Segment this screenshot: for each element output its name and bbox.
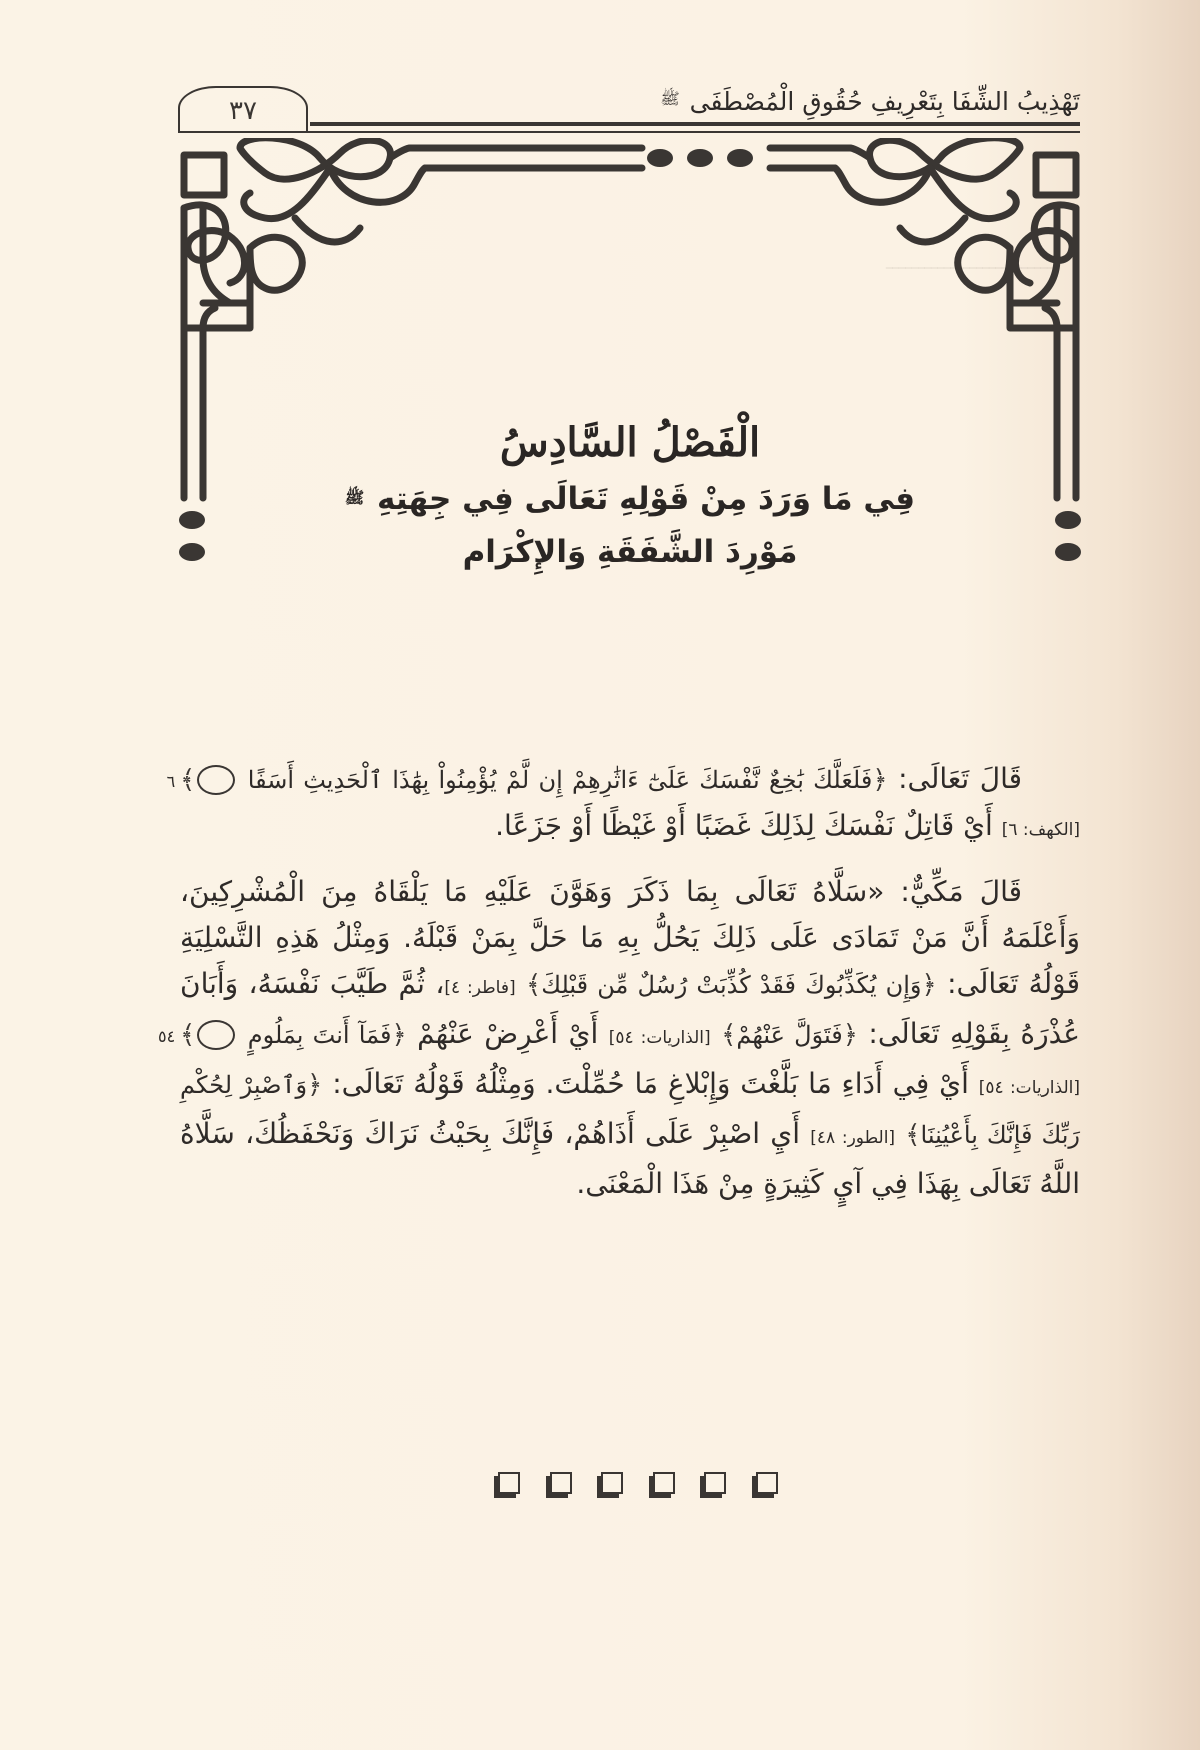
left-dot-2-icon xyxy=(179,543,205,561)
top-dot-2-icon xyxy=(687,149,713,167)
book-title xyxy=(660,82,1080,119)
left-corner-square-icon xyxy=(184,155,224,195)
verse-reference: [فاطر: ٤] xyxy=(444,978,516,998)
ayah-number-marker: ٥٤ xyxy=(197,1020,235,1050)
verse-reference: [الكهف: ٦] xyxy=(1001,820,1080,840)
bleed-through-text: ـــــــــــــــــــــــــــ xyxy=(885,250,1060,275)
page-number: ٣٧ xyxy=(229,96,257,126)
chapter-subtitle-line-1 xyxy=(300,476,960,521)
square-ornament-icon xyxy=(550,1472,572,1494)
quran-open-bracket-icon: ﴿ xyxy=(872,765,888,795)
quran-close-bracket-icon: ﴾ xyxy=(180,1020,196,1050)
body-text xyxy=(158,756,1081,1223)
quran-close-bracket-icon: ﴾ xyxy=(180,765,196,795)
quran-verse: فَتَوَلَّ عَنْهُمْ xyxy=(736,1021,843,1049)
quran-open-bracket-icon: ﴿ xyxy=(842,1020,858,1050)
quran-open-bracket-icon: ﴿ xyxy=(921,970,937,1000)
quran-verse: وَإِن يُكَذِّبُوكَ فَقَدْ كُذِّبَتْ رُسُلٌ مِّن قَبْلِكَ xyxy=(541,971,922,999)
square-ornament-icon xyxy=(704,1472,726,1494)
book-title-text: تَهْذِيبُ الشِّفَا بِتَعْرِيفِ حُقُوقِ الْمُصْطَفَى xyxy=(689,87,1080,116)
right-corner-square-icon xyxy=(1036,155,1076,195)
square-ornament-icon xyxy=(756,1472,778,1494)
verse-reference: [الذاريات: ٥٤] xyxy=(978,1078,1080,1098)
left-dot-1-icon xyxy=(179,511,205,529)
header-rule-thick xyxy=(310,122,1080,126)
text-run: قَالَ تَعَالَى: xyxy=(887,762,1023,795)
square-ornament-icon xyxy=(653,1472,675,1494)
quran-open-bracket-icon: ﴿ xyxy=(391,1020,407,1050)
square-ornament-icon xyxy=(601,1472,623,1494)
chapter-subtitle-text: فِي مَا وَرَدَ مِنْ قَوْلِهِ تَعَالَى فِي جِهَتِهِ xyxy=(377,481,916,517)
quran-close-bracket-icon: ﴾ xyxy=(905,1120,921,1150)
text-run: قَالَ مَكِّيٌّ: «سَلَّاهُ تَعَالَى بِمَا ذَكَرَ وَهَوَّنَ عَلَيْهِ مَا يَلْقَاهُ مِنَ الْمُشْرِكِينَ، وَأَعْلَمَهُ أَنَّ مَنْ تَمَادَى عَلَى ذَلِكَ يَحُلُّ بِهِ مَا حَلَّ بِمَنْ قَبْلَهُ. وَمِثْلُ هَذِهِ التَّسْلِيَةِ قَوْلُهُ تَعَالَى: xyxy=(180,875,1081,1000)
text-run: أَيْ فِي أَدَاءِ مَا بَلَّغْتَ وَإِبْلاغِ مَا حُمِّلْتَ. وَمِثْلُهُ قَوْلُهُ تَعَالَى: xyxy=(322,1067,979,1100)
chapter-subtitle-line-2: مَوْرِدَ الشَّفَقَةِ وَالإِكْرَام xyxy=(462,534,798,570)
quran-open-bracket-icon: ﴿ xyxy=(307,1070,323,1100)
quran-verse: فَلَعَلَّكَ بَٰخِعٌ نَّفْسَكَ عَلَىٰٓ ءَاثَٰرِهِمْ إِن لَّمْ يُؤْمِنُواْ بِهَٰذَا ٱلْحَدِيثِ أَسَفًا xyxy=(247,766,873,794)
salawat-icon: ﷺ xyxy=(344,488,365,507)
end-of-section-ornament xyxy=(498,1468,778,1502)
verse-reference: [الطور: ٤٨] xyxy=(810,1128,896,1148)
square-ornament-icon xyxy=(498,1472,520,1494)
text-run: أَيْ أَعْرِضْ عَنْهُمْ xyxy=(406,1017,609,1050)
paragraph-2 xyxy=(158,869,1081,1207)
quran-verse: وَٱصْبِرْ لِحُكْمِ رَبِّكَ فَإِنَّكَ بِأَعْيُنِنَا xyxy=(180,1071,1080,1149)
quran-close-bracket-icon: ﴾ xyxy=(721,1020,737,1050)
top-dot-1-icon xyxy=(647,149,673,167)
ornamental-frame xyxy=(170,138,1090,598)
paragraph-1 xyxy=(166,756,1080,853)
quran-close-bracket-icon: ﴾ xyxy=(526,970,542,1000)
right-dot-2-icon xyxy=(1055,543,1081,561)
running-header xyxy=(178,86,1080,138)
text-run: ، ثُمَّ طَيَّبَ نَفْسَهُ، وَأَبَانَ عُذْرَهُ بِقَوْلِهِ تَعَالَى: xyxy=(180,967,1081,1050)
top-dot-3-icon xyxy=(727,149,753,167)
text-run: أَيْ قَاتِلٌ نَفْسَكَ لِذَلِكَ غَضَبًا أَوْ غَيْظًا أَوْ جَزَعًا. xyxy=(495,809,993,842)
quran-verse: فَمَآ أَنتَ بِمَلُومٍ xyxy=(247,1021,392,1049)
right-dot-1-icon xyxy=(1055,511,1081,529)
verse-reference: [الذاريات: ٥٤] xyxy=(608,1028,711,1048)
chapter-title: الْفَصْلُ السَّادِسُ xyxy=(499,419,761,466)
text-run: أَيِ اصْبِرْ عَلَى أَذَاهُمْ، فَإِنَّكَ بِحَيْثُ نَرَاكَ وَنَحْفَظُكَ، سَلَّاهُ اللَّهُ تَعَالَى بِهَذَا فِي آيٍ كَثِيرَةٍ مِنْ هَذَا الْمَعْنَى. xyxy=(180,1117,1080,1200)
header-rule-thin xyxy=(178,131,1080,133)
ayah-number-marker: ٦ xyxy=(197,765,235,795)
page-number-tab xyxy=(178,86,308,133)
salawat-icon: ﷺ xyxy=(660,89,680,108)
